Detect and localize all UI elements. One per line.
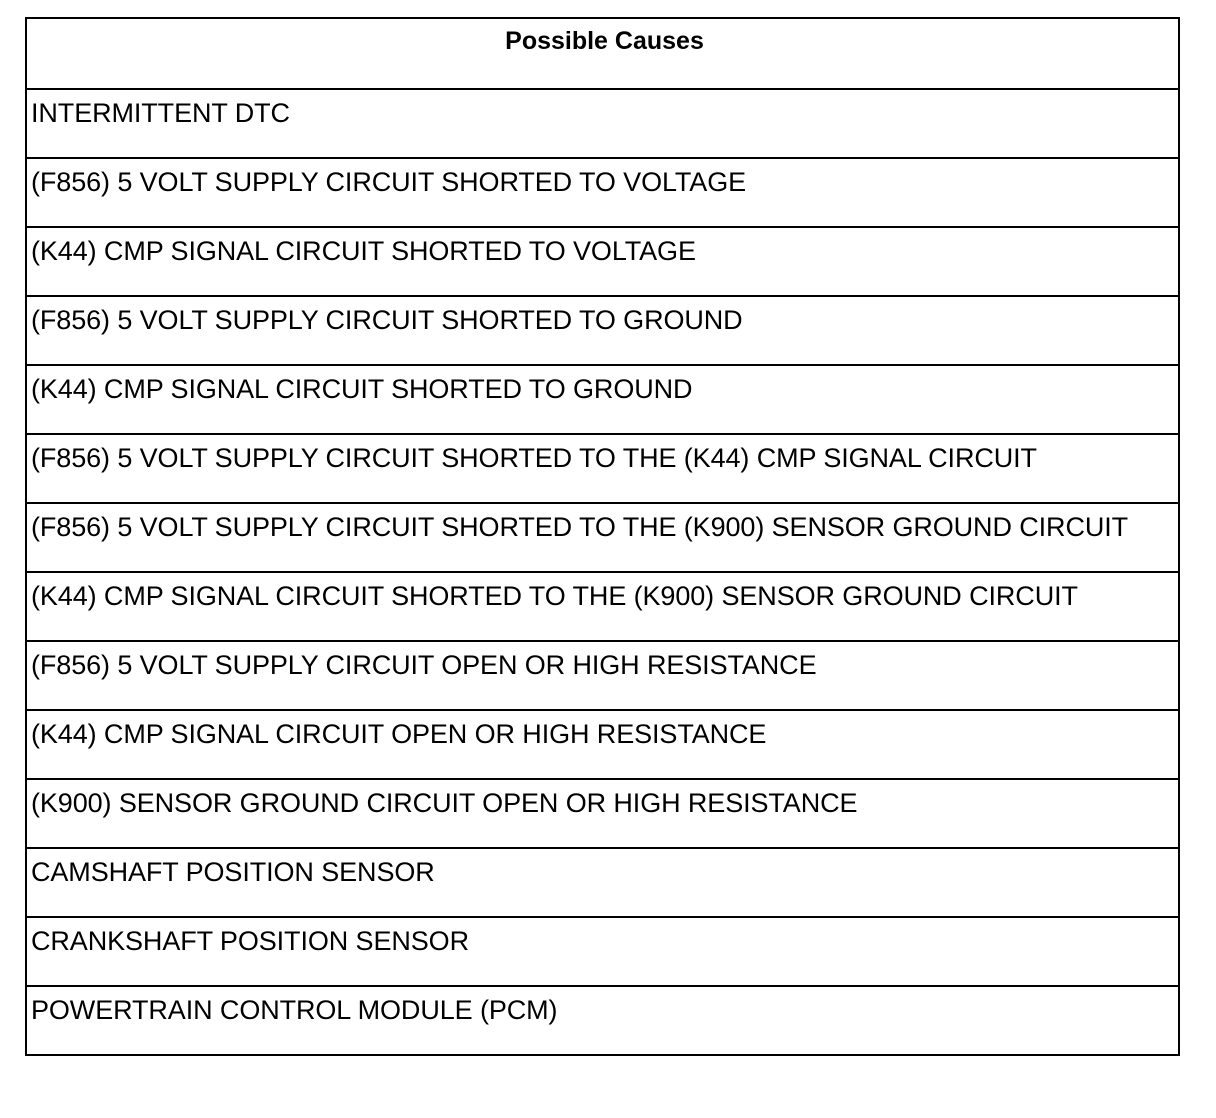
- table-row: [26, 572, 1179, 641]
- table-row: [26, 917, 1179, 986]
- table-row: [26, 89, 1179, 158]
- table-header-row: [26, 18, 1179, 89]
- table-row: [26, 779, 1179, 848]
- cause-cell: INTERMITTENT DTC: [26, 89, 1179, 158]
- table-row: [26, 641, 1179, 710]
- possible-causes-table: [25, 17, 1180, 1056]
- cause-cell: (K44) CMP SIGNAL CIRCUIT SHORTED TO VOLTAGE: [26, 227, 1179, 296]
- cause-cell: POWERTRAIN CONTROL MODULE (PCM): [26, 986, 1179, 1055]
- cause-cell: CRANKSHAFT POSITION SENSOR: [26, 917, 1179, 986]
- cause-cell: (K44) CMP SIGNAL CIRCUIT OPEN OR HIGH RESISTANCE: [26, 710, 1179, 779]
- cause-cell: (F856) 5 VOLT SUPPLY CIRCUIT SHORTED TO THE (K44) CMP SIGNAL CIRCUIT: [26, 434, 1179, 503]
- cause-cell: (F856) 5 VOLT SUPPLY CIRCUIT SHORTED TO THE (K900) SENSOR GROUND CIRCUIT: [26, 503, 1179, 572]
- table-row: [26, 986, 1179, 1055]
- cause-cell: (K44) CMP SIGNAL CIRCUIT SHORTED TO THE (K900) SENSOR GROUND CIRCUIT: [26, 572, 1179, 641]
- table-row: [26, 848, 1179, 917]
- table-row: [26, 296, 1179, 365]
- table-row: [26, 158, 1179, 227]
- cause-cell: (K900) SENSOR GROUND CIRCUIT OPEN OR HIGH RESISTANCE: [26, 779, 1179, 848]
- table-row: [26, 365, 1179, 434]
- table-row: [26, 710, 1179, 779]
- cause-cell: (F856) 5 VOLT SUPPLY CIRCUIT SHORTED TO GROUND: [26, 296, 1179, 365]
- cause-cell: (K44) CMP SIGNAL CIRCUIT SHORTED TO GROUND: [26, 365, 1179, 434]
- cause-cell: CAMSHAFT POSITION SENSOR: [26, 848, 1179, 917]
- table-row: [26, 434, 1179, 503]
- table-row: [26, 503, 1179, 572]
- table-row: [26, 227, 1179, 296]
- column-header-possible-causes: Possible Causes: [505, 27, 704, 55]
- cause-cell: (F856) 5 VOLT SUPPLY CIRCUIT SHORTED TO VOLTAGE: [26, 158, 1179, 227]
- cause-cell: (F856) 5 VOLT SUPPLY CIRCUIT OPEN OR HIGH RESISTANCE: [26, 641, 1179, 710]
